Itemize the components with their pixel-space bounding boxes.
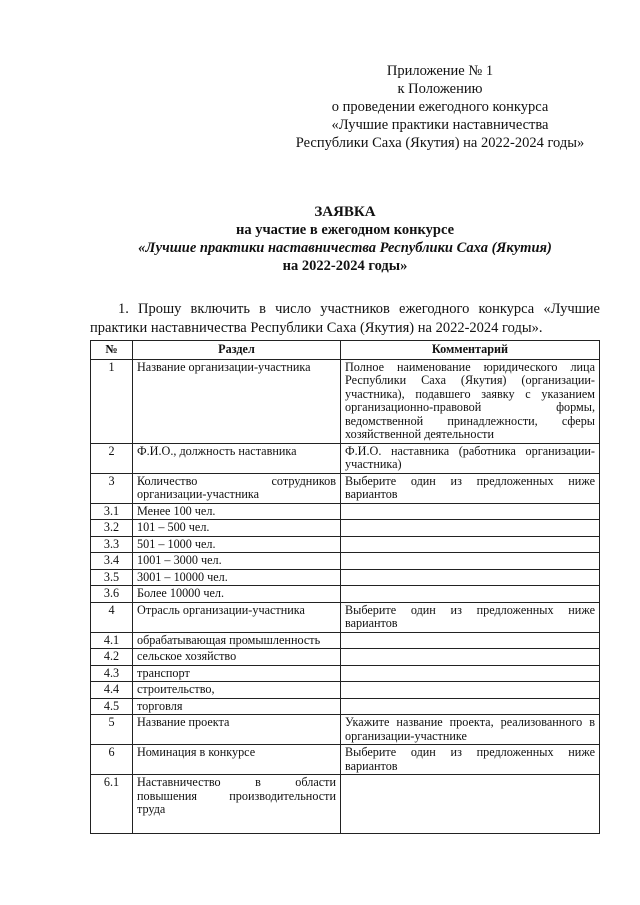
row-comment-cell[interactable]: Выберите один из предложенных ниже вариантов [341, 602, 600, 632]
row-comment-cell[interactable]: Выберите один из предложенных ниже вариантов [341, 473, 600, 503]
row-section-cell: 101 – 500 чел. [133, 520, 341, 537]
annex-block [280, 62, 600, 152]
row-number-cell: 4.2 [91, 649, 133, 666]
annex-line: о проведении ежегодного конкурса [331, 99, 549, 115]
row-comment-cell[interactable] [341, 503, 600, 520]
table-row [91, 520, 600, 537]
title-line-3: «Лучшие практики наставничества Республики Саха (Якутия) [138, 240, 552, 256]
annex-line: Республики Саха (Якутия) на 2022-2024 годы» [295, 135, 585, 151]
row-section-cell: Менее 100 чел. [133, 503, 341, 520]
table-row [91, 698, 600, 715]
row-number-cell: 3.6 [91, 586, 133, 603]
application-table [90, 340, 600, 834]
row-section-cell: Ф.И.О., должность наставника [133, 443, 341, 473]
header-number: № [91, 341, 133, 360]
row-comment-cell[interactable] [341, 520, 600, 537]
row-number-cell: 3.4 [91, 553, 133, 570]
row-section-cell: Более 10000 чел. [133, 586, 341, 603]
annex-line: «Лучшие практики наставничества [331, 117, 549, 133]
table-row [91, 682, 600, 699]
row-number-cell: 6.1 [91, 775, 133, 834]
title-main: ЗАЯВКА [314, 204, 376, 220]
row-section-cell: Название организации-участника [133, 359, 341, 443]
document-title [90, 203, 600, 275]
table-row [91, 553, 600, 570]
row-number-cell: 4 [91, 602, 133, 632]
row-comment-cell[interactable] [341, 569, 600, 586]
row-section-cell: обрабатывающая промышленность [133, 632, 341, 649]
table-row [91, 775, 600, 834]
row-number-cell: 3.2 [91, 520, 133, 537]
row-comment-cell[interactable]: Выберите один из предложенных ниже вариантов [341, 745, 600, 775]
row-section-cell: Название проекта [133, 715, 341, 745]
row-comment-cell[interactable] [341, 553, 600, 570]
row-number-cell: 6 [91, 745, 133, 775]
table-row [91, 473, 600, 503]
row-section-cell: Наставничество в области повышения производительности труда [133, 775, 341, 834]
table-header-row [91, 341, 600, 360]
intro-paragraph: 1. Прошу включить в число участников ежегодного конкурса «Лучшие практики наставничества Республики Саха (Якутия) на 2022-2024 годы». [90, 301, 600, 336]
row-number-cell: 4.3 [91, 665, 133, 682]
annex-line: Приложение № 1 [386, 63, 494, 79]
row-comment-cell[interactable] [341, 698, 600, 715]
row-comment-cell[interactable]: Полное наименование юридического лица Республики Саха (Якутия) (организации-участника), подавшего заявку с указанием организационно-правовой формы, ведомственной принадлежности, сферы хозяйственной деятельности [341, 359, 600, 443]
table-row [91, 649, 600, 666]
row-comment-cell[interactable]: Ф.И.О. наставника (работника организации-участника) [341, 443, 600, 473]
row-number-cell: 4.1 [91, 632, 133, 649]
header-comment: Комментарий [341, 341, 600, 360]
row-section-cell: Отрасль организации-участника [133, 602, 341, 632]
row-number-cell: 1 [91, 359, 133, 443]
row-comment-cell[interactable]: Укажите название проекта, реализованного в организации-участнике [341, 715, 600, 745]
row-section-cell: 3001 – 10000 чел. [133, 569, 341, 586]
table-row [91, 503, 600, 520]
title-line-2: на участие в ежегодном конкурсе [235, 222, 455, 238]
row-number-cell: 4.4 [91, 682, 133, 699]
table-row [91, 602, 600, 632]
row-number-cell: 3.5 [91, 569, 133, 586]
row-comment-cell[interactable] [341, 586, 600, 603]
header-section: Раздел [133, 341, 341, 360]
row-section-cell: 1001 – 3000 чел. [133, 553, 341, 570]
table-row [91, 359, 600, 443]
row-section-cell: строительство, [133, 682, 341, 699]
table-row [91, 632, 600, 649]
row-number-cell: 3.3 [91, 536, 133, 553]
row-section-cell: Количество сотрудников организации-участника [133, 473, 341, 503]
row-number-cell: 5 [91, 715, 133, 745]
row-number-cell: 3.1 [91, 503, 133, 520]
row-comment-cell[interactable] [341, 665, 600, 682]
row-section-cell: торговля [133, 698, 341, 715]
row-section-cell: транспорт [133, 665, 341, 682]
row-section-cell: Номинация в конкурсе [133, 745, 341, 775]
table-row [91, 536, 600, 553]
table-row [91, 665, 600, 682]
table-row [91, 715, 600, 745]
row-number-cell: 3 [91, 473, 133, 503]
table-row [91, 569, 600, 586]
row-comment-cell[interactable] [341, 682, 600, 699]
row-section-cell: сельское хозяйство [133, 649, 341, 666]
row-comment-cell[interactable] [341, 632, 600, 649]
row-number-cell: 2 [91, 443, 133, 473]
row-section-cell: 501 – 1000 чел. [133, 536, 341, 553]
table-row [91, 586, 600, 603]
row-comment-cell[interactable] [341, 536, 600, 553]
row-comment-cell[interactable] [341, 775, 600, 834]
annex-line: к Положению [397, 81, 483, 97]
table-row [91, 745, 600, 775]
table-row [91, 443, 600, 473]
title-line-4: на 2022-2024 годы» [282, 258, 408, 274]
row-number-cell: 4.5 [91, 698, 133, 715]
row-comment-cell[interactable] [341, 649, 600, 666]
